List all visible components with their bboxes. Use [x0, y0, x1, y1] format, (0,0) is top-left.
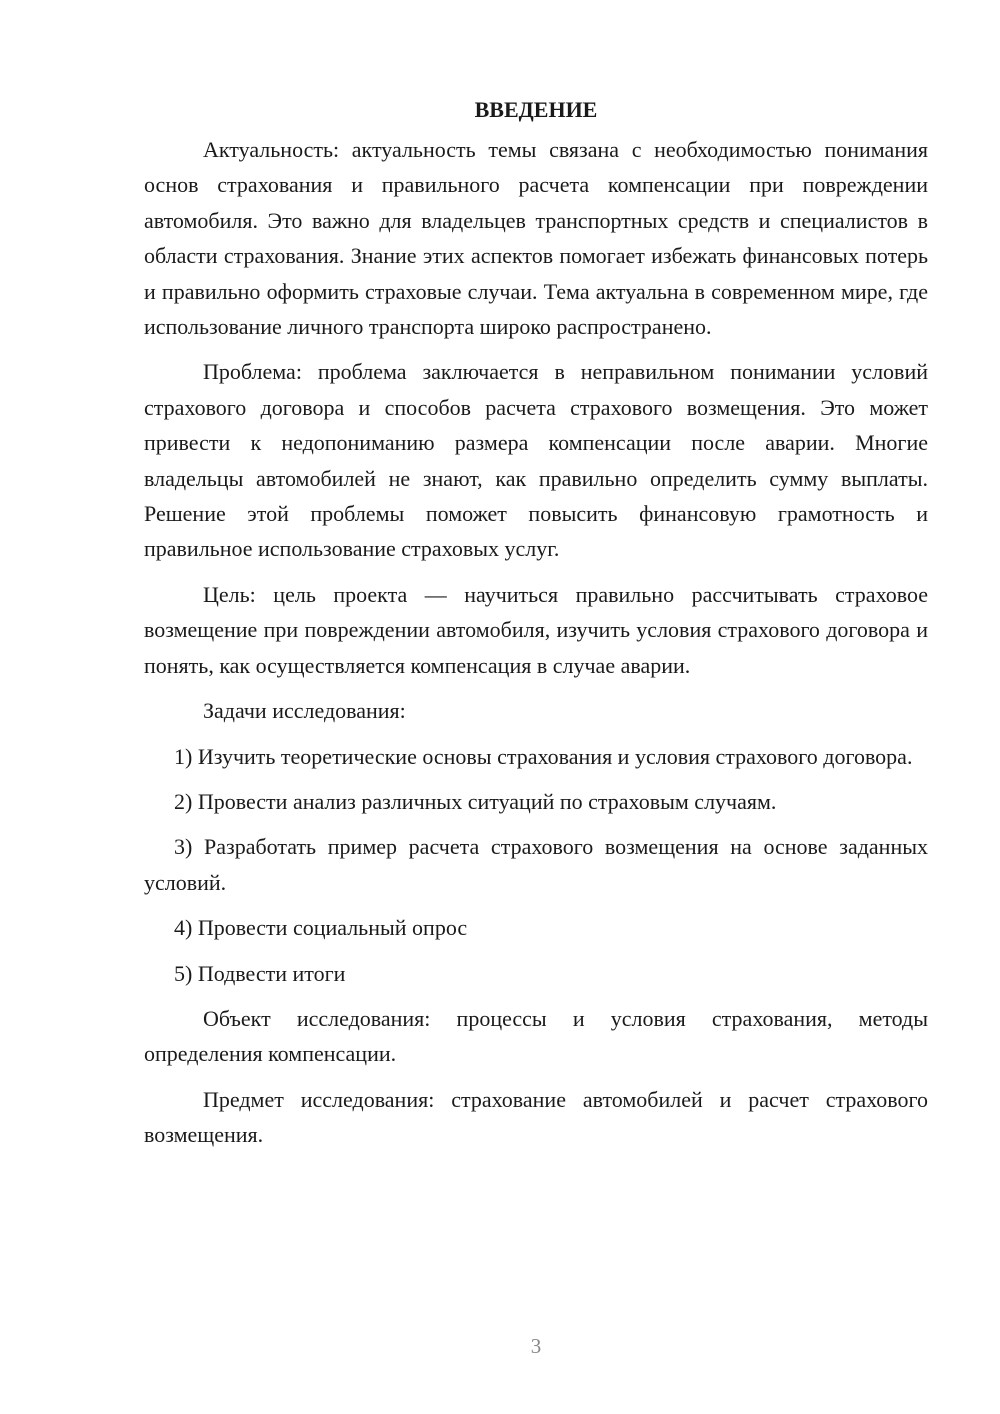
section-heading: ВВЕДЕНИЕ — [474, 97, 598, 122]
task-item: 3) Разработать пример расчета страхового возмещения на основе заданных условий. — [144, 834, 928, 895]
goal-paragraph: Цель: цель проекта — научиться правильно рассчитывать страховое возмещение при повреждении автомобиля, изучить условия страхового договора и понять, как осуществляется компенсация в случае аварии. — [144, 581, 928, 678]
task-item: 5) Подвести итоги — [174, 960, 346, 986]
research-object-paragraph: Объект исследования: процессы и условия страхования, методы определения компенсации. — [144, 1005, 928, 1067]
document-page — [144, 92, 928, 1163]
task-item: 4) Провести социальный опрос — [174, 915, 468, 941]
tasks-label: Задачи исследования: — [203, 698, 406, 724]
research-subject-paragraph: Предмет исследования: страхование автомобилей и расчет страхового возмещения. — [144, 1086, 928, 1148]
problem-paragraph: Проблема: проблема заключается в неправильном понимании условий страхового договора и способов расчета страхового возмещения. Это может привести к недопониманию размера компенсации после аварии. Многие владельцы автомобилей не знают, как правильно определить сумму выплаты. Решение этой проблемы поможет повысить финансовую грамотность и правильное использование страховых услуг. — [144, 359, 928, 562]
task-item: 1) Изучить теоретические основы страхования и условия страхового договора. — [174, 743, 913, 769]
relevance-paragraph: Актуальность: актуальность темы связана с необходимостью понимания основ страхования и правильного расчета компенсации при повреждении автомобиля. Это важно для владельцев транспортных средств и специалистов в области страхования. Знание этих аспектов помогает избежать финансовых потерь и правильно оформить страховые случаи. Тема актуальна в современном мире, где использование личного транспорта широко распространено. — [144, 137, 928, 340]
task-item: 2) Провести анализ различных ситуаций по страховым случаям. — [174, 788, 777, 814]
page-number: 3 — [530, 1334, 542, 1358]
